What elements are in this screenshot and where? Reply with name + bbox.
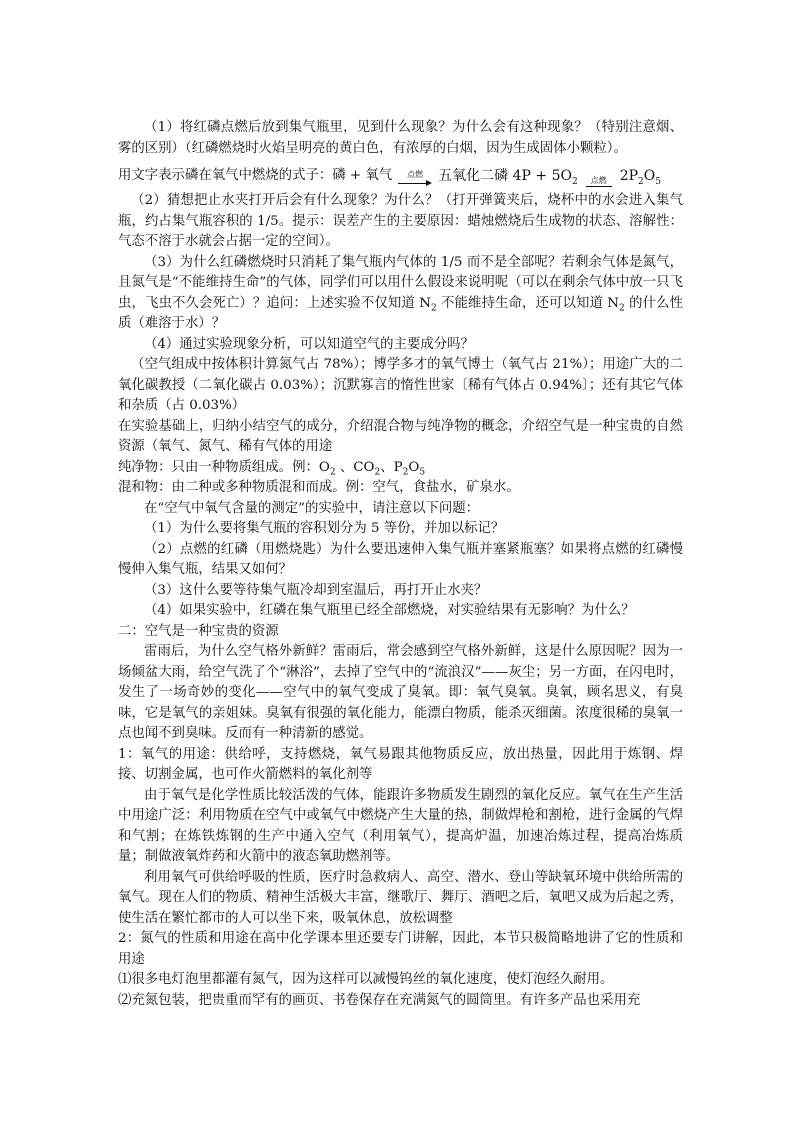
equation-product: 五氧化二磷 $4P + 5O_2$ <box>438 168 578 187</box>
equals-line-icon <box>586 186 612 187</box>
paragraph-q3-nitrogen: （3）为什么红磷燃烧时只消耗了集气瓶内气体的 1/5 而不是全部呢？若剩余气体是氮气，且氮气是“不能维持生命”的气体，同学们可以用什么假设来说明呢（可以在剩余气体中放一只飞虫，飞虫不久会死亡）？追问：上述实验不仅知道 $N_2$ 不能维持生命，还可以知道 $N_2$ 的什么性质（难溶于水）？ <box>118 254 683 331</box>
section-heading-resource: 二：空气是一种宝贵的资源 <box>118 623 279 639</box>
question-4: （4）如果实验中，红磷在集气瓶里已经全部燃烧，对实验结果有无影响？为什么？ <box>144 603 635 618</box>
paragraph-q4-composition: （4）通过实验现象分析，可以知道空气的主要成分吗？ <box>144 336 474 352</box>
reaction-arrow <box>398 170 432 187</box>
condition-line <box>586 176 612 187</box>
paragraph-nitrogen-bulb: ⑴很多电灯泡里都灌有氮气，因为这样可以减慢钨丝的氧化速度，使灯泡经久耐用。 <box>118 972 614 987</box>
paragraph-summary: 在实验基础上，归纳小结空气的成分，介绍混合物与纯净物的概念，介绍空气是一种宝贵的自然资源（氧气、氮气、稀有气体的用途 <box>118 418 683 454</box>
paragraph-nitrogen-packaging: ⑵充氮包装，把贵重而罕有的画页、书卷保存在充满氮气的圆筒里。有许多产品也采用充 <box>118 992 641 1008</box>
question-2: （2）点燃的红磷（用燃烧匙）为什么要迅速伸入集气瓶并塞紧瓶塞？如果将点燃的红磷慢慢伸入集气瓶，结果又如何？ <box>118 541 683 577</box>
question-3: （3）这什么要等待集气瓶冷却到室温后，再打开止水夹？ <box>144 582 488 598</box>
paragraph-oxygen-chemistry: 由于氧气是化学性质比较活泼的气体，能跟许多物质发生剧烈的氧化反应。氧气在生产生活中用途广泛：利用物质在空气中或氧气中燃烧产生大量的热，制做焊枪和割枪，进行金属的气焊和气割；在炼铁炼钢的生产中通入空气（利用氧气），提高炉温，加速冶炼过程，提高冶炼质量；制做液氧炸药和火箭中的液态氧助燃剂等。 <box>118 787 683 864</box>
paragraph-nitrogen-intro: 2：氮气的性质和用途在高中化学课本里还要专门讲解，因此，本节只极简略地讲了它的性质和用途 <box>118 931 683 967</box>
paragraph-q1-phosphorus: （1）将红磷点燃后放到集气瓶里，见到什么现象？为什么会有这种现象？（特别注意烟、雾的区别）（红磷燃烧时火焰呈明亮的黄白色，有浓厚的白烟，因为生成固体小颗粒）。 <box>118 120 683 156</box>
paragraph-experiment-intro: 在“空气中氧气含量的测定”的实验中，请注意以下问题： <box>144 500 480 516</box>
condition-label: 点燃 <box>590 176 607 185</box>
arrow-icon <box>398 179 432 187</box>
definition-mixture: 混和物：由二种或多种物质混和而成。例：空气，食盐水，矿泉水。 <box>118 480 520 495</box>
paragraph-oxygen-breathing: 利用氧气可供给呼吸的性质，医疗时急救病人、高空、潜水、登山等缺氧环境中供给所需的氧气。现在人们的物质、精神生活极大丰富，继歌厅、舞厅、酒吧之后，氧吧又成为后起之秀，使生活在繁忙都市的人可以坐下来，吸氧休息，放松调整 <box>118 869 683 926</box>
paragraph-q2-clip: （2）猜想把止水夹打开后会有什么现象？为什么？（打开弹簧夹后，烧杯中的水会进入集气瓶，约占集气瓶容积的 1/5。提示：误差产生的主要原因：蜡烛燃烧后生成物的状态、溶解性：气态不溶于水就会占据一定的空间）。 <box>118 193 683 249</box>
phosphorus-equation <box>118 165 683 187</box>
equation-word-prefix: 用文字表示磷在氧气中燃烧的式子：磷 + 氧气 <box>118 168 393 183</box>
paragraph-air-composition: （空气组成中按体积计算氮气占 78%）；博学多才的氧气博士（氧气占 21%）；用途广大的二氧化碳教授（二氧化碳占 0.03%）；沉默寡言的惰性世家〔稀有气体占 0.94%〕；还有其它气体和杂质（占 0.03%） <box>118 357 683 413</box>
arrow-condition-label: 点燃 <box>407 170 424 179</box>
equation-result: $2P_2O_5$ <box>619 168 661 187</box>
document-page <box>118 118 683 1011</box>
question-1: （1）为什么要将集气瓶的容积划分为 5 等份，并加以标记？ <box>144 521 505 536</box>
paragraph-thunderstorm: 雷雨后，为什么空气格外新鲜？雷雨后，常会感到空气格外新鲜，这是什么原因呢？因为一场倾盆大雨，给空气洗了个“淋浴”，去掉了空气中的“流浪汉”——灰尘；另一方面，在闪电时，发生了一场奇妙的变化——空气中的氧气变成了臭氧。即：氧气臭氧。臭氧，顾名思义，有臭味，它是氧气的亲姐妹。臭氧有很强的氧化能力，能漂白物质，能杀灭细菌。浓度很稀的臭氧一点也闻不到臭味。反而有一种清新的感觉。 <box>118 644 683 741</box>
paragraph-oxygen-uses: 1：氧气的用途：供给呼，支持燃烧，氧气易跟其他物质反应，放出热量，因此用于炼钢、焊接、切割金属，也可作火箭燃料的氧化剂等 <box>118 746 683 782</box>
definition-pure-substance: 纯净物：只由一种物质组成。例：$O_2$ 、$CO_2$、$P_2O_5$ <box>118 459 426 478</box>
